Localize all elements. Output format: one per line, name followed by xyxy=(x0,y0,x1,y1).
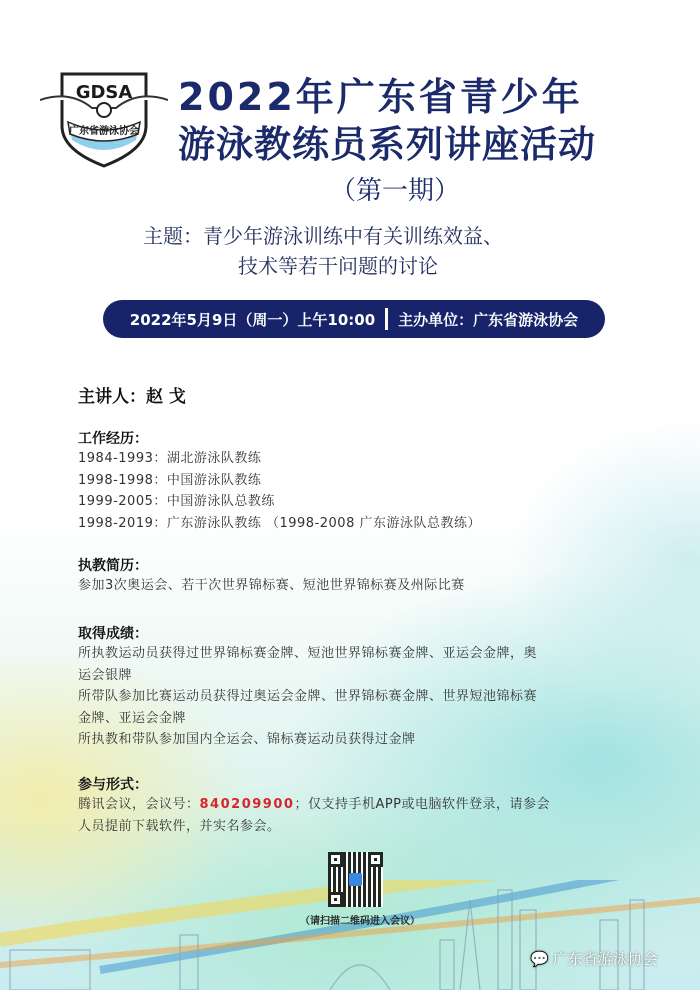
meeting-qr-code[interactable] xyxy=(328,852,383,907)
section-heading: 执教简历： xyxy=(78,558,148,574)
participation-prefix: 腾讯会议，会议号： xyxy=(78,797,200,812)
event-info-banner xyxy=(103,300,605,338)
gdsa-logo xyxy=(40,68,168,168)
qr-finder xyxy=(328,892,343,907)
list-item: 所执教和带队参加国内全运会、锦标赛运动员获得过金牌 xyxy=(78,732,416,747)
svg-text:广东省游泳协会: 广东省游泳协会 xyxy=(69,126,139,137)
participation-suffix: ；仅支持手机APP或电脑软件登录，请参会 xyxy=(294,797,551,812)
section-heading: 参与形式： xyxy=(78,777,148,793)
tencent-meeting-icon xyxy=(349,873,362,886)
qr-caption: （请扫描二维码进入会议） xyxy=(300,916,420,927)
list-item: 所带队参加比赛运动员获得过奥运会金牌、世界锦标赛金牌、世界短池锦标赛 xyxy=(78,689,538,704)
title-line-1: 2022年广东省青少年 xyxy=(178,75,583,119)
event-datetime: 2022年5月9日（周一）上午10:00 xyxy=(129,310,376,329)
title-line-2: 游泳教练员系列讲座活动 xyxy=(178,123,596,166)
issue-label: （第一期） xyxy=(330,176,461,206)
speaker-name: 主讲人：赵 戈 xyxy=(78,387,186,407)
theme-line-2: 技术等若干问题的讨论 xyxy=(238,254,438,278)
participation-section xyxy=(78,774,550,837)
coaching-section xyxy=(78,555,465,597)
list-item: 1999-2005：中国游泳队总教练 xyxy=(78,494,275,509)
list-item: 1984-1993：湖北游泳队教练 xyxy=(78,451,262,466)
qr-finder xyxy=(368,852,383,867)
divider xyxy=(385,308,388,330)
list-item: 金牌、亚运会金牌 xyxy=(78,710,187,726)
wechat-watermark xyxy=(530,948,658,969)
svg-text:GDSA: GDSA xyxy=(75,82,133,103)
section-heading: 工作经历： xyxy=(78,431,148,447)
watermark-text: 广东省游泳协会 xyxy=(552,950,658,968)
organizer: 主办单位：广东省游泳协会 xyxy=(398,310,579,329)
section-heading: 取得成绩： xyxy=(78,626,148,642)
list-item: 参加3次奥运会、若干次世界锦标赛、短池世界锦标赛及州际比赛 xyxy=(78,578,465,593)
achievements-section xyxy=(78,623,537,751)
meeting-id: 840209900 xyxy=(199,797,295,812)
work-history-section xyxy=(78,428,481,534)
list-item: 1998-1998：中国游泳队教练 xyxy=(78,472,262,488)
wechat-icon: 💬 xyxy=(530,949,549,968)
list-item: 所执教运动员获得过世界锦标赛金牌、短池世界锦标赛金牌、亚运会金牌，奥 xyxy=(78,646,538,661)
list-item: 运会银牌 xyxy=(78,667,133,683)
qr-finder xyxy=(328,852,343,867)
participation-line-2: 人员提前下载软件，并实名参会。 xyxy=(78,818,281,834)
list-item: 1998-2019：广东游泳队教练 （1998-2008 广东游泳队总教练） xyxy=(78,515,481,531)
theme-line-1: 主题：青少年游泳训练中有关训练效益、 xyxy=(143,224,503,248)
